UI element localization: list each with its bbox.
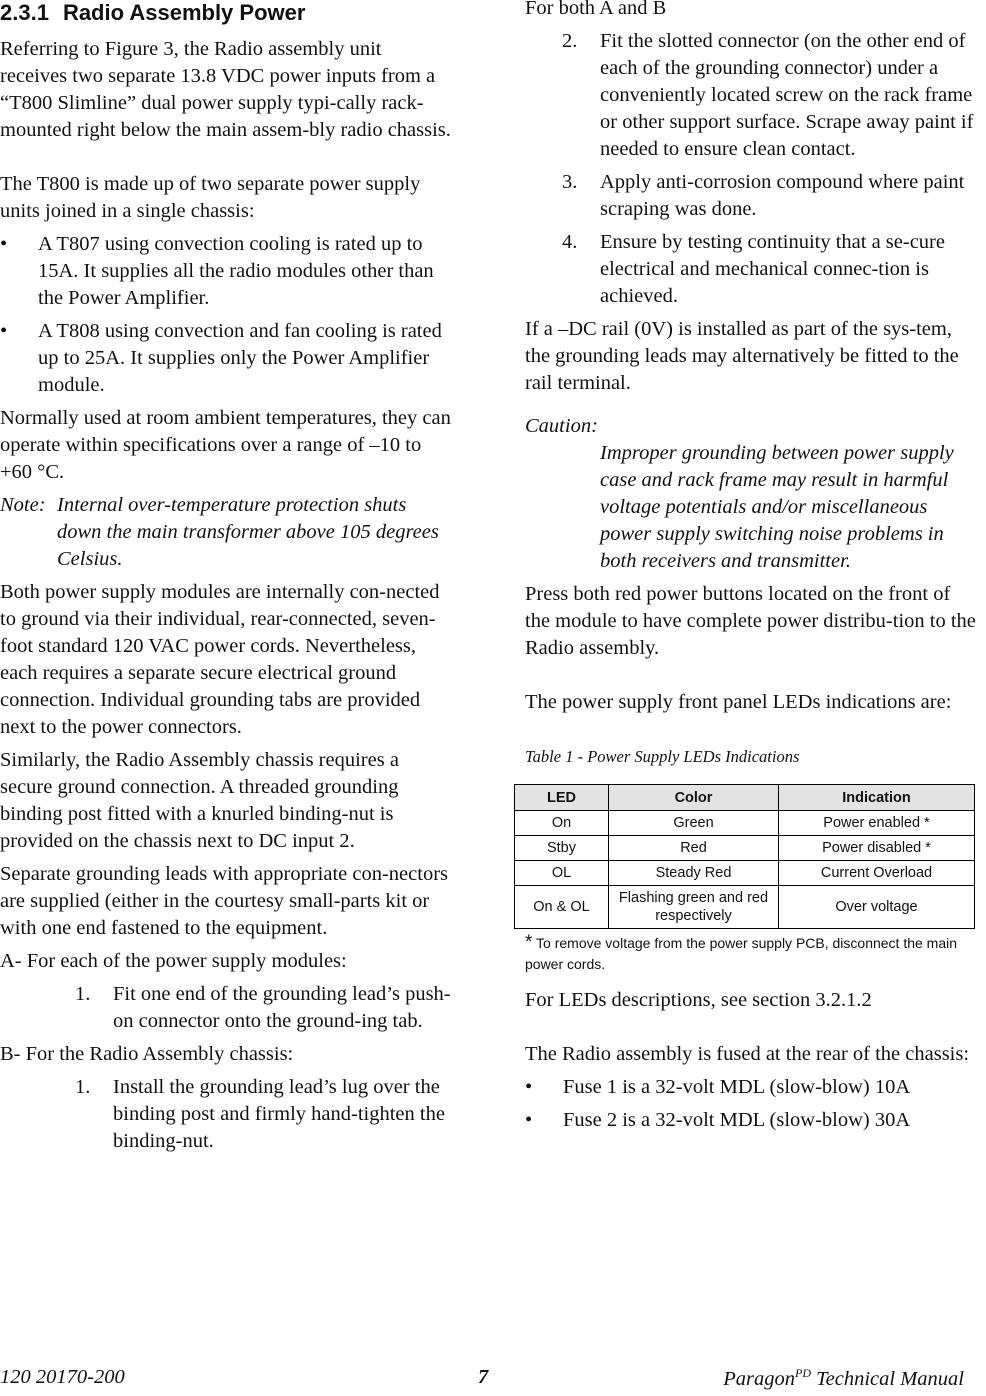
list-heading: A- For each of the power supply modules: xyxy=(0,950,347,972)
step-number: 1. xyxy=(75,1076,91,1098)
step-item xyxy=(0,981,452,1035)
manual-title-suffix: Technical Manual xyxy=(811,1367,964,1390)
left-column xyxy=(0,0,452,1161)
table-row xyxy=(515,861,975,886)
table-cell: Power disabled * xyxy=(779,836,975,861)
bullet-text: Fuse 2 is a 32-volt MDL (slow-blow) 30A xyxy=(563,1109,911,1131)
step-item xyxy=(525,169,980,223)
note-label: Note: xyxy=(0,494,46,516)
step-text: Apply anti-corrosion compound where paint scraping was done. xyxy=(600,171,965,220)
bullet-symbol: • xyxy=(0,233,8,255)
table-cell: Power enabled * xyxy=(779,811,975,836)
table-cell: On xyxy=(515,811,609,836)
bullet-text: Fuse 1 is a 32-volt MDL (slow-blow) 10A xyxy=(563,1076,911,1098)
section-number: 2.3.1 xyxy=(0,0,49,25)
table-caption: Table 1 - Power Supply LEDs Indications xyxy=(525,747,800,766)
table-header: LED xyxy=(515,785,609,811)
table-header: Color xyxy=(609,785,779,811)
note xyxy=(0,492,452,573)
table-row xyxy=(515,836,975,861)
step-text: Fit one end of the grounding lead’s push-on connector onto the ground-ing tab. xyxy=(113,983,451,1032)
bullet-item xyxy=(0,231,452,312)
step-text: Ensure by testing continuity that a se-cure electrical and mechanical connec-tion is achieved. xyxy=(600,231,945,307)
table-row xyxy=(515,811,975,836)
step-number: 2. xyxy=(562,30,578,52)
table-cell: Red xyxy=(609,836,779,861)
paragraph: Referring to Figure 3, the Radio assembly unit receives two separate 13.8 VDC power inputs from a “T800 Slimline” dual power supply typi-cally rack-mounted right below the main assem-bly radio chassis. xyxy=(0,38,451,141)
table-cell: Flashing green and red respectively xyxy=(609,886,779,929)
right-column xyxy=(525,0,980,1140)
step-number: 4. xyxy=(562,231,578,253)
table-cell: Steady Red xyxy=(609,861,779,886)
bullet-item xyxy=(0,318,452,399)
step-item xyxy=(525,229,980,310)
paragraph: Separate grounding leads with appropriate con-nectors are supplied (either in the courtesy small-parts kit or with one end fastened to the equipment. xyxy=(0,863,448,939)
step-item xyxy=(0,1074,452,1155)
paragraph: The T800 is made up of two separate power supply units joined in a single chassis: xyxy=(0,173,421,222)
paragraph: Press both red power buttons located on the front of the module to have complete power distribu-tion to the Radio assembly. xyxy=(525,583,976,659)
document-number: 120 20170-200 xyxy=(0,1366,125,1388)
section-heading xyxy=(0,0,452,26)
page-number: 7 xyxy=(478,1366,489,1388)
step-item xyxy=(525,28,980,163)
manual-title xyxy=(723,1366,964,1391)
bullet-item xyxy=(525,1107,980,1134)
table-row xyxy=(515,886,975,929)
bullet-symbol: • xyxy=(525,1076,533,1098)
paragraph: The power supply front panel LEDs indications are: xyxy=(525,691,952,713)
paragraph: Normally used at room ambient temperatures, they can operate within specifications over a range of –10 to +60 °C. xyxy=(0,407,451,483)
step-text: Install the grounding lead’s lug over the binding post and firmly hand-tighten the binding-nut. xyxy=(113,1076,445,1152)
list-heading: B- For the Radio Assembly chassis: xyxy=(0,1043,294,1065)
caution-label: Caution: xyxy=(525,415,598,437)
table-footnote xyxy=(525,932,980,975)
table-cell: OL xyxy=(515,861,609,886)
table-cell: On & OL xyxy=(515,886,609,929)
table-header-row xyxy=(515,785,975,811)
bullet-item xyxy=(525,1074,980,1101)
section-title: Radio Assembly Power xyxy=(62,0,306,25)
step-text: Fit the slotted connector (on the other end of each of the grounding connector) under a conveniently located screw on the rack frame or other support surface. Scrape away paint if needed to ensure clean contact. xyxy=(600,30,974,160)
footnote-text: To remove voltage from the power supply PCB, disconnect the main power cords. xyxy=(525,935,958,972)
bullet-text: A T807 using convection cooling is rated up to 15A. It supplies all the radio modules other than the Power Amplifier. xyxy=(38,233,434,309)
bullet-symbol: • xyxy=(0,320,8,342)
paragraph: Both power supply modules are internally con-nected to ground via their individual, rear-connected, seven-foot standard 120 VAC power cords. Nevertheless, each requires a separate secure electrical ground connection. Individual grounding tabs are provided next to the power connectors. xyxy=(0,581,440,738)
table-cell: Stby xyxy=(515,836,609,861)
paragraph: The Radio assembly is fused at the rear of the chassis: xyxy=(525,1043,970,1065)
bullet-symbol: • xyxy=(525,1109,533,1131)
table-cell: Current Overload xyxy=(779,861,975,886)
manual-title-superscript: PD xyxy=(795,1366,812,1380)
manual-title-prefix: Paragon xyxy=(723,1367,796,1390)
list-heading: For both A and B xyxy=(525,0,667,19)
table-header: Indication xyxy=(779,785,975,811)
paragraph: For LEDs descriptions, see section 3.2.1.2 xyxy=(525,989,872,1011)
led-table xyxy=(514,784,975,929)
paragraph: If a –DC rail (0V) is installed as part of the sys-tem, the grounding leads may alternatively be fitted to the rail terminal. xyxy=(525,318,959,394)
note-text: Internal over-temperature protection shuts down the main transformer above 105 degrees Celsius. xyxy=(57,494,439,570)
step-number: 1. xyxy=(75,983,91,1005)
caution-text: Improper grounding between power supply case and rack frame may result in harmful voltage potentials and/or miscellaneous power supply switching noise problems in both receivers and transmitter. xyxy=(600,442,954,572)
bullet-text: A T808 using convection and fan cooling is rated up to 25A. It supplies only the Power Amplifier module. xyxy=(38,320,442,396)
table-cell: Over voltage xyxy=(779,886,975,929)
step-number: 3. xyxy=(562,171,578,193)
paragraph: Similarly, the Radio Assembly chassis requires a secure ground connection. A threaded grounding binding post fitted with a knurled binding-nut is provided on the chassis next to DC input 2. xyxy=(0,749,399,852)
footnote-symbol: * xyxy=(525,932,533,953)
table-cell: Green xyxy=(609,811,779,836)
